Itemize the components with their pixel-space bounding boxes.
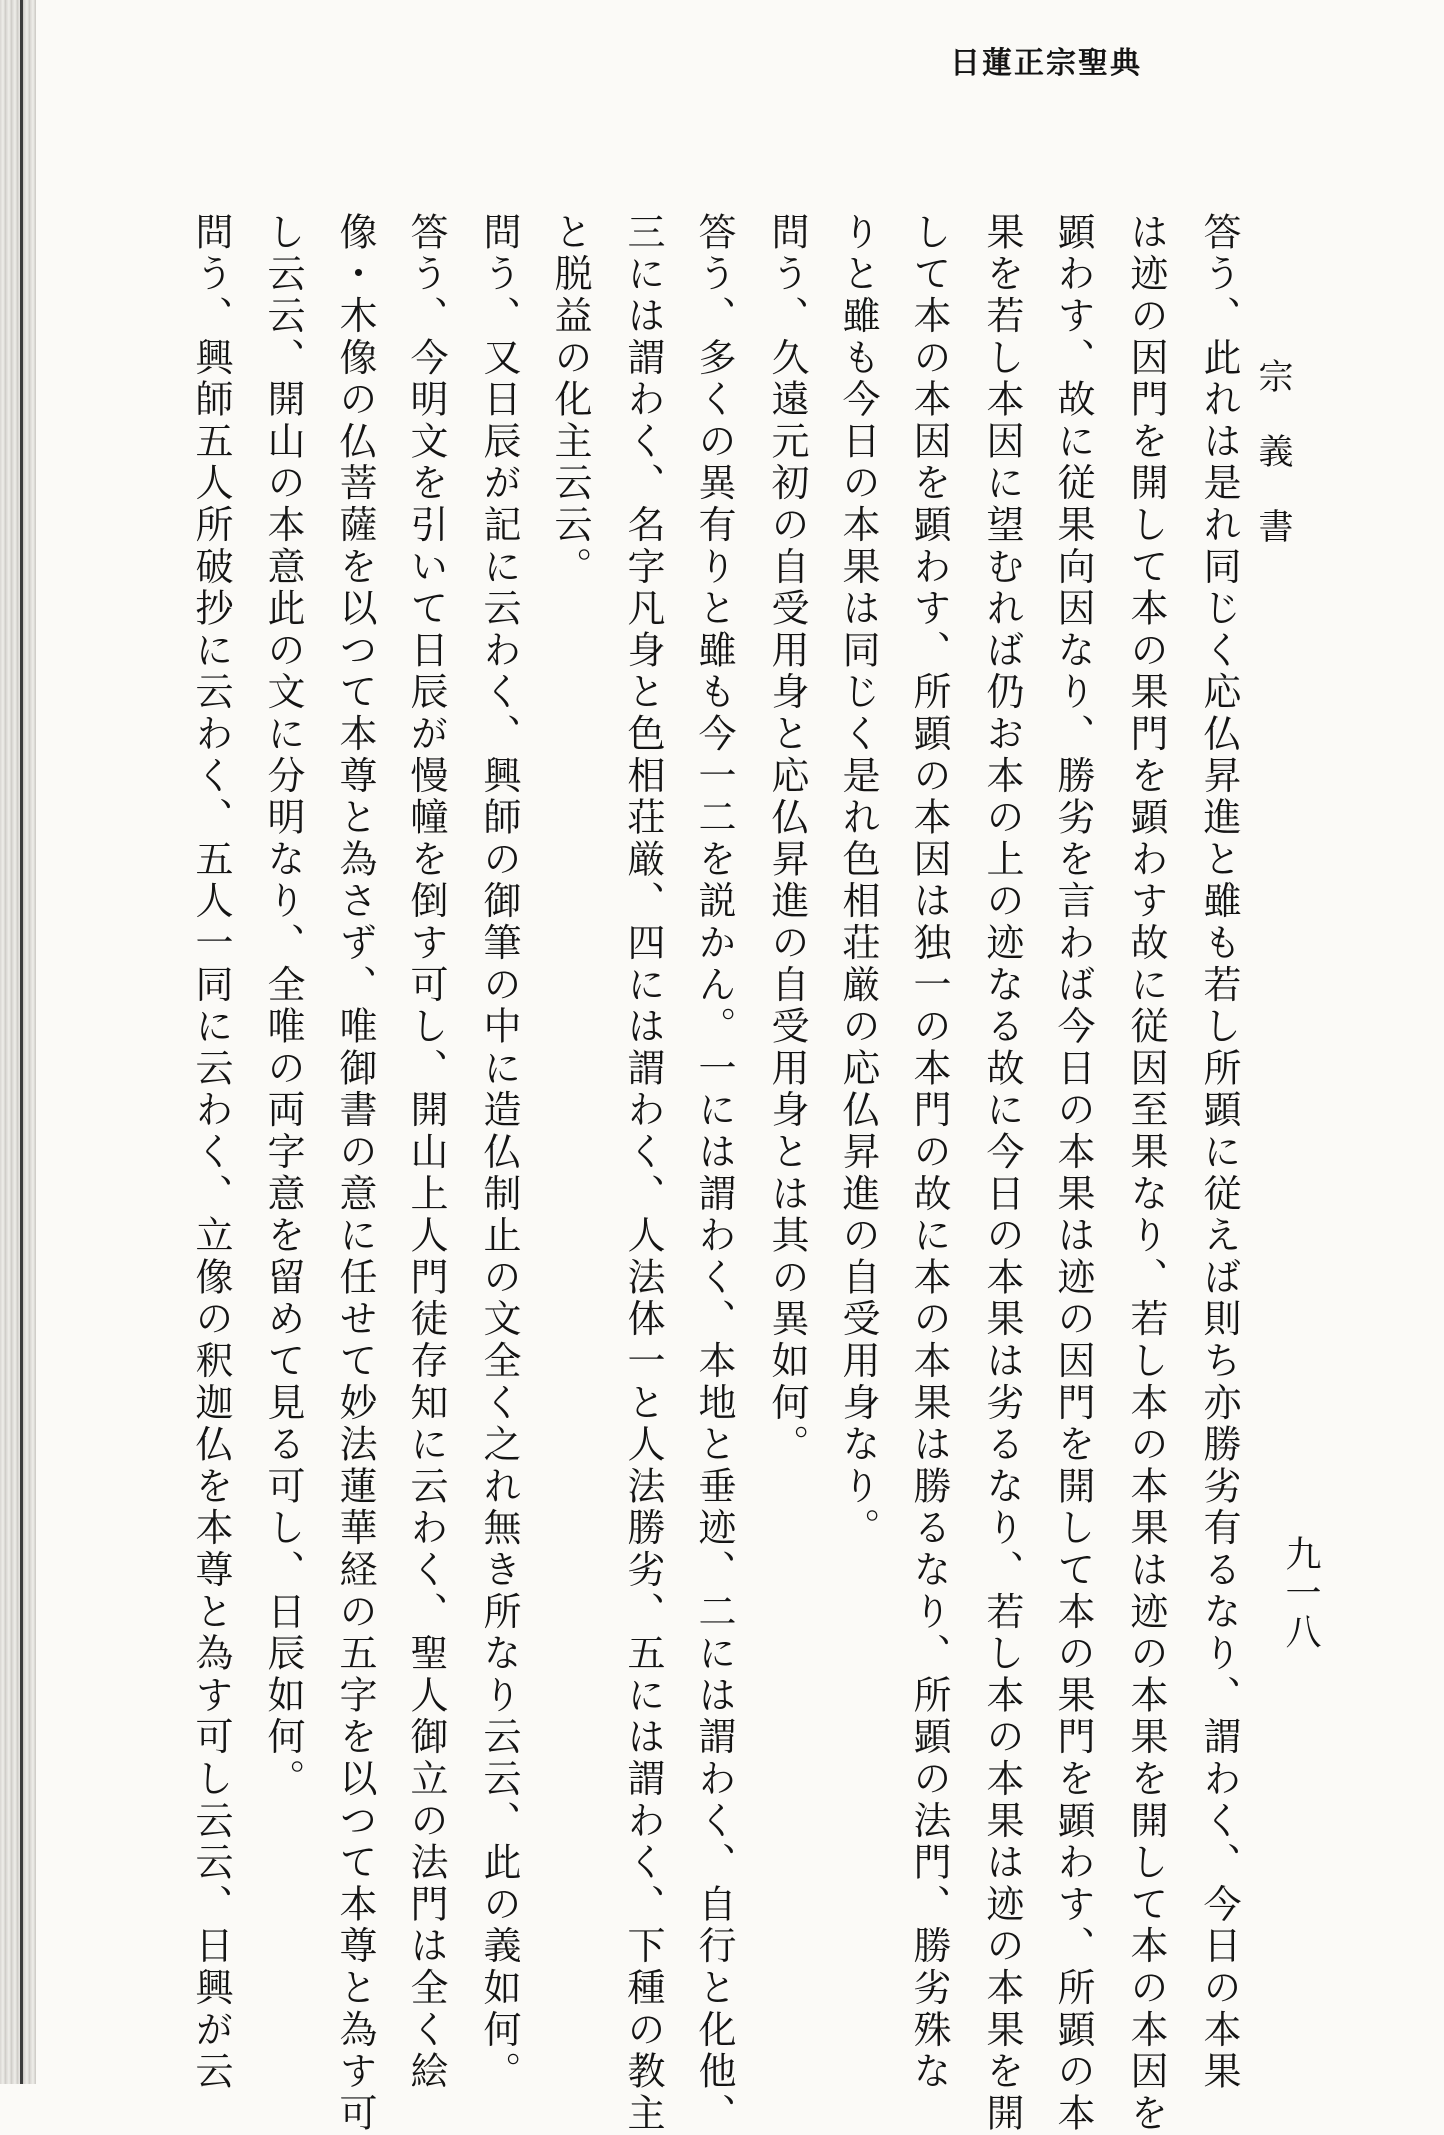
book-binding-line	[20, 0, 23, 2084]
page-number: 九一八	[1280, 1535, 1321, 1652]
book-binding-shadow	[0, 0, 36, 2084]
text-line: と脱益の化主云云。	[548, 212, 592, 589]
text-line: 問う、又日辰が記に云わく、興師の御筆の中に造仏制止の文全く之れ無き所なり云云、此の義如何。	[477, 212, 521, 2093]
text-line: 三には謂わく、名字凡身と色相荘厳、四には謂わく、人法体一と人法勝劣、五には謂わく、下種の教主	[621, 212, 665, 2135]
text-line: 答う、多くの異有りと雖も今一二を説かん。一には謂わく、本地と垂迹、二には謂わく、自行と化他、	[692, 212, 736, 2135]
text-line: 答う、今明文を引いて日辰が慢幢を倒す可し、開山上人門徒存知に云わく、聖人御立の法門は全く絵	[404, 212, 448, 2093]
book-title: 日蓮正宗聖典	[950, 46, 1142, 81]
text-line: りと雖も今日の本果は同じく是れ色相荘厳の応仏昇進の自受用身なり。	[836, 212, 880, 1550]
text-line: 問う、久遠元初の自受用身と応仏昇進の自受用身とは其の異如何。	[765, 212, 809, 1466]
text-line: 顕わす、故に従果向因なり、勝劣を言わば今日の本果は迹の因門を開して本の果門を顕わす、所顕の本	[1051, 212, 1095, 2135]
text-line: 答う、此れは是れ同じく応仏昇進と雖も若し所顕に従えば則ち亦勝劣有るなり、謂わく、今日の本果	[1197, 212, 1241, 2093]
text-line: して本の本因を顕わす、所顕の本因は独一の本門の故に本の本果は勝るなり、所顕の法門、勝劣殊な	[907, 212, 951, 2093]
section-title: 宗義書	[1253, 358, 1293, 583]
text-line: 果を若し本因に望むれば仍お本の上の迹なる故に今日の本果は劣るなり、若し本の本果は迹の本果を開	[980, 212, 1024, 2135]
text-line: 像・木像の仏菩薩を以つて本尊と為さず、唯御書の意に任せて妙法蓮華経の五字を以つて本尊と為す可	[333, 212, 377, 2135]
text-line: 問う、興師五人所破抄に云わく、五人一同に云わく、立像の釈迦仏を本尊と為す可し云云、日興が云	[189, 212, 233, 2093]
text-line: は迹の因門を開して本の果門を顕わす故に従因至果なり、若し本の本果は迹の本果を開して本の本因を	[1124, 212, 1168, 2135]
text-line: し云云、開山の本意此の文に分明なり、全唯の両字意を留めて見る可し、日辰如何。	[261, 212, 305, 1801]
